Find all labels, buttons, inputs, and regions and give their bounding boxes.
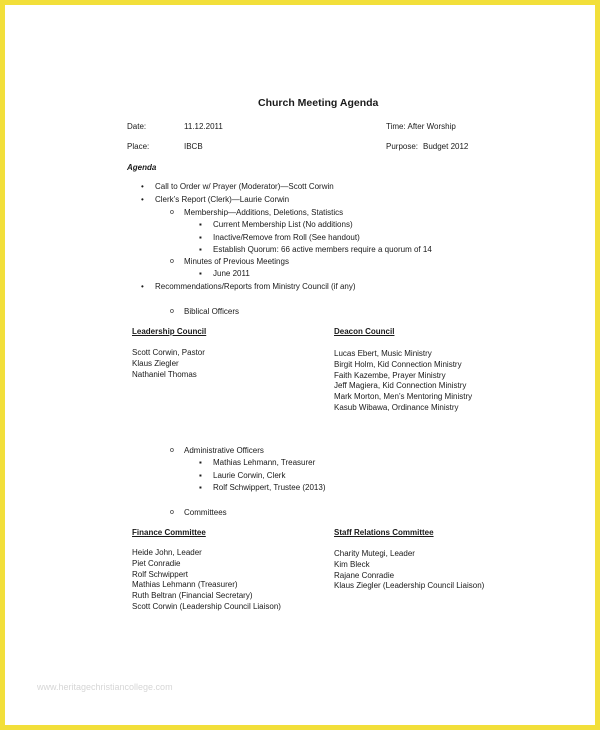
date-value: 11.12.2011 (184, 122, 223, 131)
membership-detail: ▪ Establish Quorum: 66 active members require a quorum of 14 (213, 245, 432, 255)
admin-officer: ▪ Rolf Schwippert, Trustee (2013) (213, 483, 326, 493)
minutes-detail: ▪ June 2011 (213, 269, 250, 279)
agenda-subitem-minutes: o Minutes of Previous Meetings (184, 257, 289, 267)
list-item: Rajane Conradie (334, 570, 395, 580)
finance-committee-list (132, 548, 281, 613)
list-item: Mathias Lehmann (Treasurer) (132, 580, 238, 590)
staff-relations-list (334, 549, 484, 592)
deacon-council-heading: Deacon Council (334, 327, 395, 336)
list-item: Heide John, Leader (132, 548, 202, 557)
agenda-subitem-administrative-officers: o Administrative Officers (184, 446, 264, 456)
list-item: Klaus Ziegler (132, 358, 179, 368)
list-item: Kasub Wibawa, Ordinance Ministry (334, 402, 459, 412)
list-item: Rolf Schwippert (132, 569, 189, 579)
deacon-council-list (334, 349, 472, 414)
list-item: Mark Morton, Men’s Mentoring Ministry (334, 392, 473, 402)
watermark: www.heritagechristiancollege.com (37, 682, 173, 692)
list-item: Ruth Beltran (Financial Secretary) (132, 591, 253, 601)
list-item: Lucas Ebert, Music Ministry (334, 349, 432, 358)
list-item: Kim Bleck (334, 559, 370, 569)
membership-detail: ▪ Current Membership List (No additions) (213, 220, 353, 230)
list-item: Scott Corwin (Leadership Council Liaison) (132, 601, 281, 611)
agenda-subitem-membership: o Membership—Additions, Deletions, Statistics (184, 208, 343, 218)
admin-officer: ▪ Mathias Lehmann, Treasurer (213, 458, 315, 468)
page-title: Church Meeting Agenda (258, 97, 379, 109)
place-value: IBCB (184, 142, 203, 151)
staff-relations-heading: Staff Relations Committee (334, 528, 434, 537)
agenda-subitem-biblical-officers: o Biblical Officers (184, 307, 239, 317)
agenda-heading: Agenda (127, 163, 157, 172)
leadership-council-list (132, 348, 205, 380)
admin-officer: ▪ Laurie Corwin, Clerk (213, 471, 285, 481)
list-item: Piet Conradie (132, 558, 181, 568)
agenda-item-recommendations: • Recommendations/Reports from Ministry Council (if any) (155, 282, 356, 292)
list-item: Klaus Ziegler (Leadership Council Liaison) (334, 581, 485, 591)
list-item: Birgit Holm, Kid Connection Ministry (334, 359, 462, 369)
time-field: Time: After Worship (386, 122, 456, 131)
date-label: Date: (127, 122, 147, 131)
purpose-label: Purpose: (386, 142, 419, 151)
agenda-subitem-committees: o Committees (184, 508, 227, 518)
list-item: Jeff Magiera, Kid Connection Ministry (334, 381, 467, 391)
document-page (5, 5, 595, 725)
finance-committee-heading: Finance Committee (132, 528, 206, 537)
list-item: Charity Mutegi, Leader (334, 549, 415, 558)
list-item: Faith Kazembe, Prayer Ministry (334, 370, 446, 380)
purpose-value: Budget 2012 (423, 142, 469, 151)
agenda-item-call-to-order: • Call to Order w/ Prayer (Moderator)—Scott Corwin (155, 182, 334, 192)
agenda-item-clerk-report: • Clerk’s Report (Clerk)—Laurie Corwin (155, 195, 289, 205)
place-label: Place: (127, 142, 150, 151)
list-item: Nathaniel Thomas (132, 369, 197, 379)
list-item: Scott Corwin, Pastor (132, 348, 205, 357)
membership-detail: ▪ Inactive/Remove from Roll (See handout) (213, 233, 360, 243)
leadership-council-heading: Leadership Council (132, 327, 207, 336)
